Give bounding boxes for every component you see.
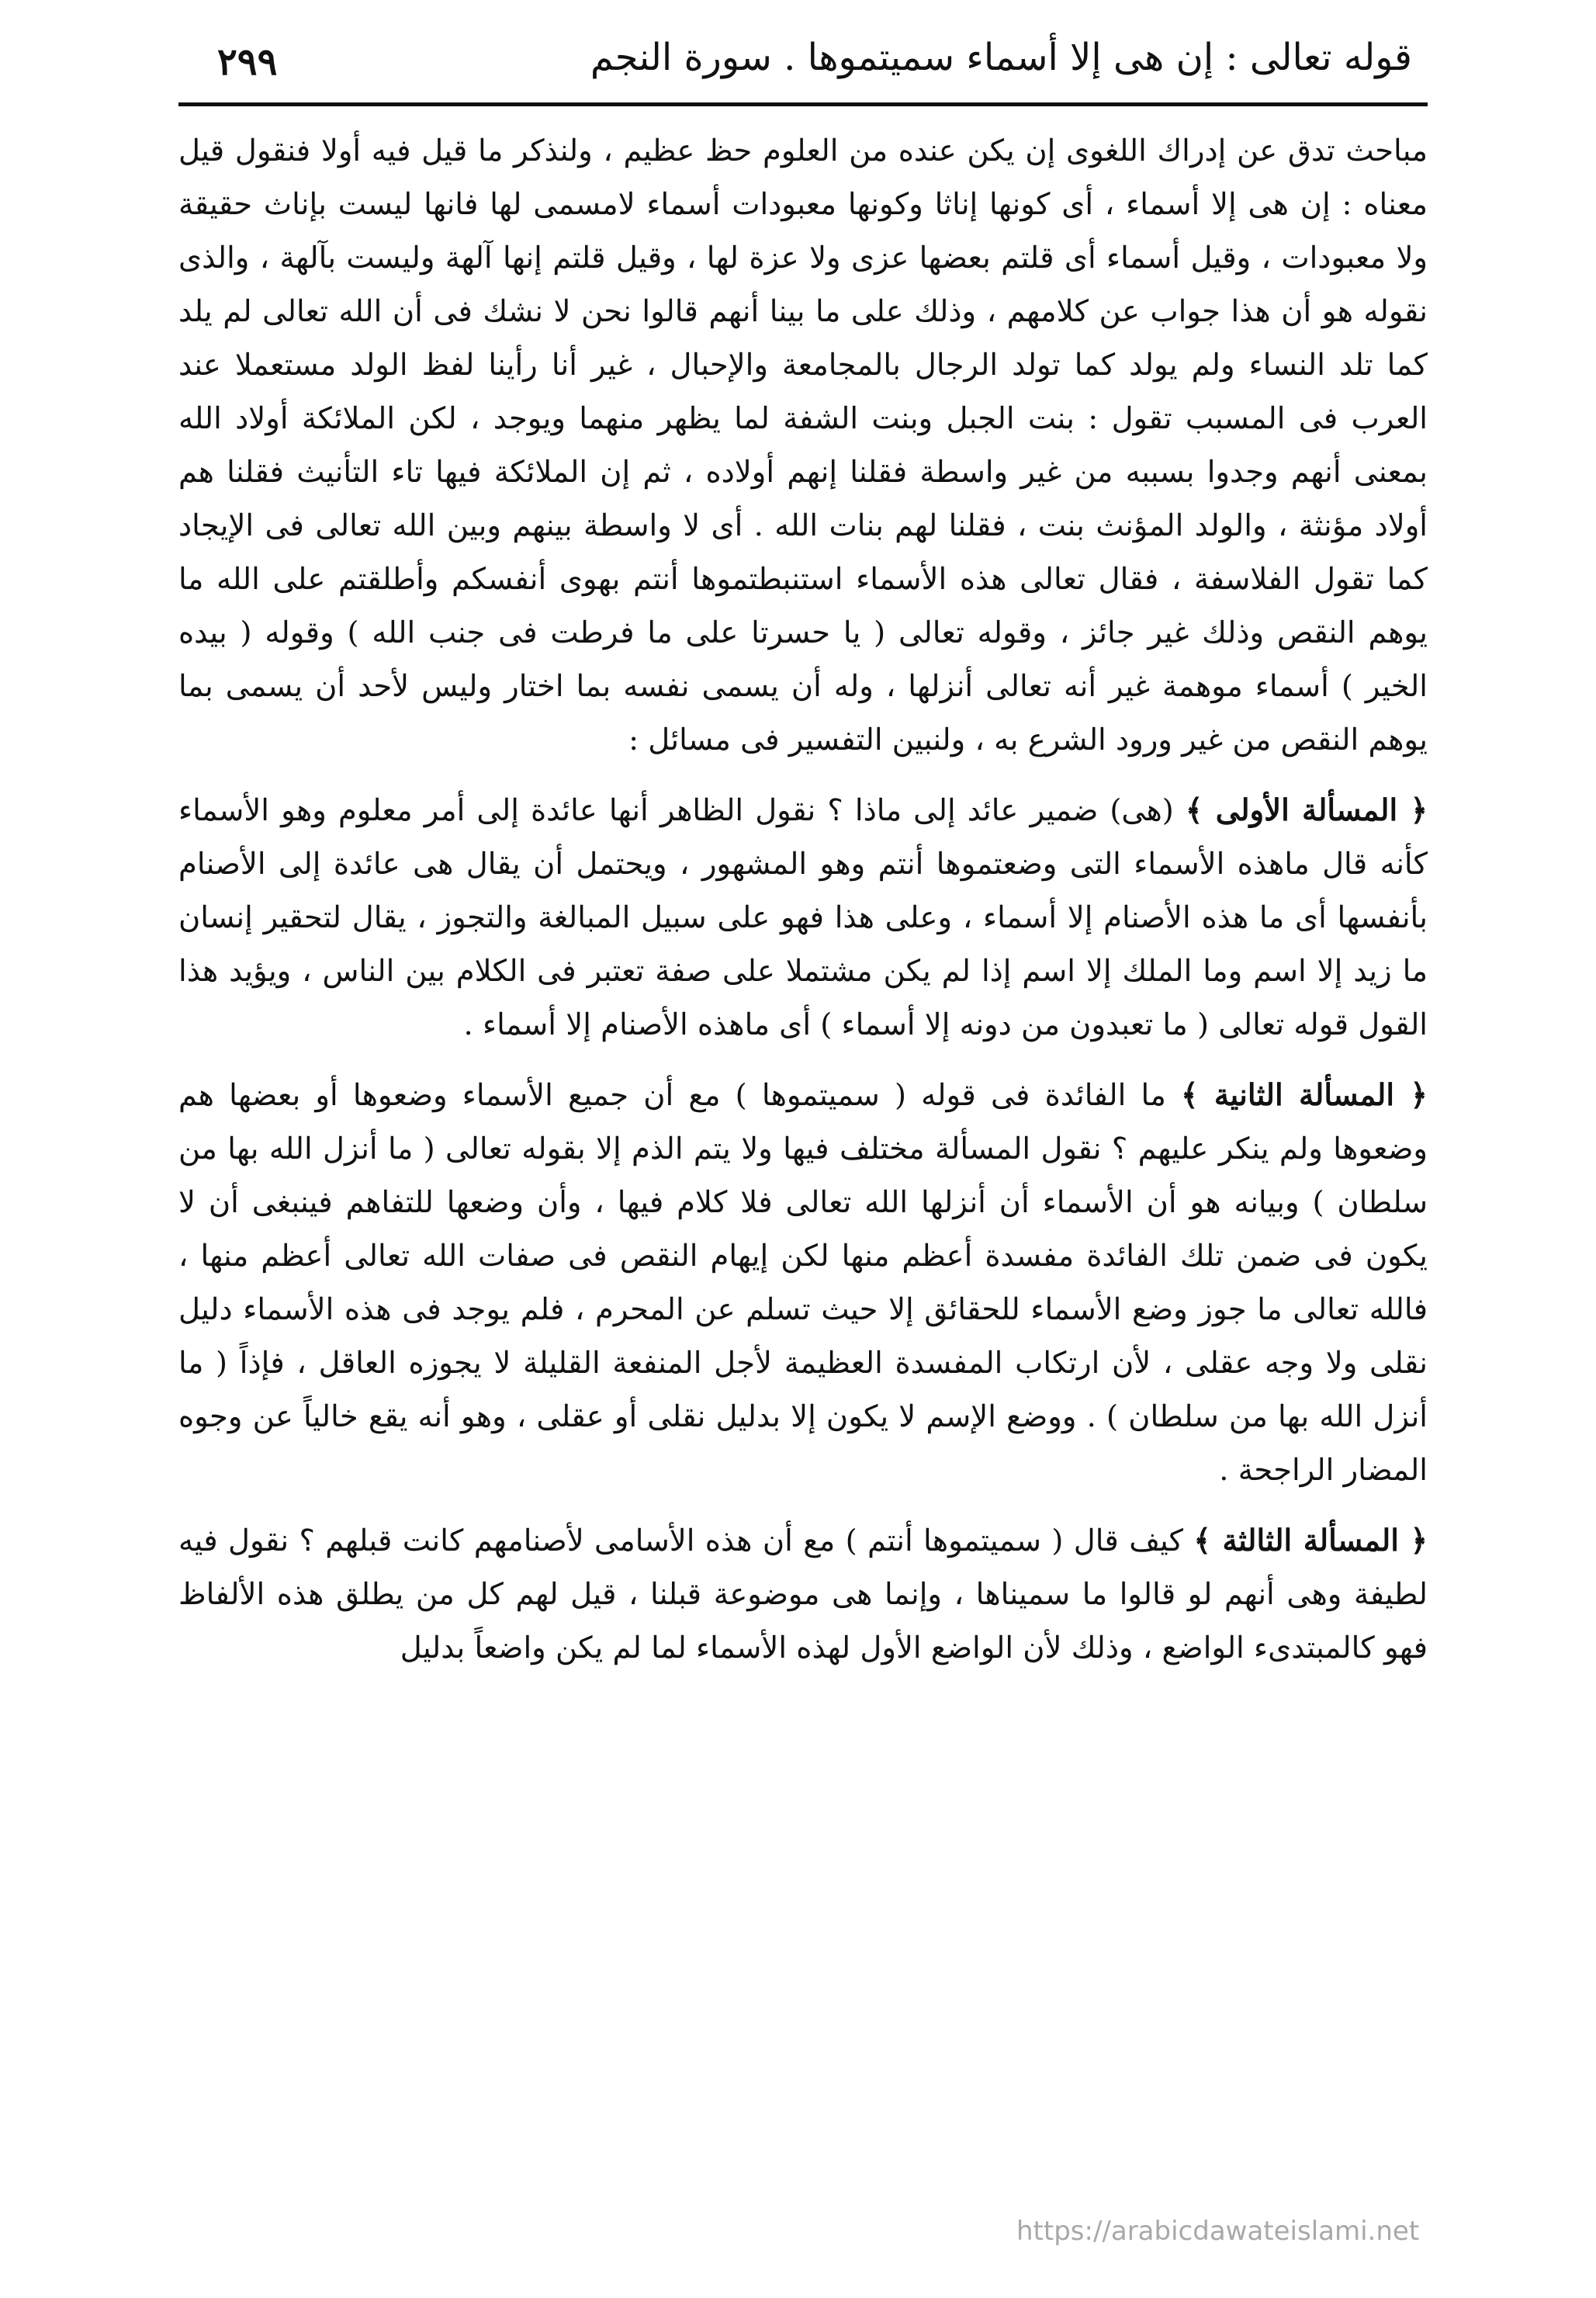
masala-heading: ﴿ المسألة الأولى ﴾ (1185, 793, 1428, 828)
paragraph-text: ما الفائدة فى قوله ( سميتموها ) مع أن جميع الأسماء وضعوها أو بعضها هم وضعوها ولم ينكر عليهم ؟ نقول المسألة مختلف فيها ولا يتم الذم إلا بقوله تعالى ( ما أنزل الله بها من سلطان ) وبيانه هو أن الأسماء أن أنزلها الله تعالى فلا كلام فيها ، وأن وضعها للتفاهم فينبغى أن لا يكون فى ضمن تلك الفائدة مفسدة أعظم منها لكن إيهام النقص فى صفات الله تعالى أعظم منها ، فالله تعالى ما جوز وضع الأسماء للحقائق إلا حيث تسلم عن المحرم ، فلم يوجد فى هذه الأسماء دليل نقلى ولا وجه عقلى ، لأن ارتكاب المفسدة العظيمة لأجل المنفعة القليلة لا يجوزه العاقل ، فإذاً ( ما أنزل الله بها من سلطان ) . ووضع الإسم لا يكون إلا بدليل نقلى أو عقلى ، وهو أنه يقع خالياً عن وجوه المضار الراجحة . (178, 1078, 1428, 1488)
page-header (178, 23, 1428, 101)
paragraph-masala-1 (178, 784, 1428, 1052)
paragraph-text: (هى) ضمير عائد إلى ماذا ؟ نقول الظاهر أنها عائدة إلى أمر معلوم وهو الأسماء كأنه قال ماهذه الأسماء التى وضعتموها أنتم وهو المشهور ، ويحتمل أن يقال هى عائدة إلى الأصنام بأنفسها أى ما هذه الأصنام إلا أسماء ، وعلى هذا فهو على سبيل المبالغة والتجوز ، يقال لتحقير إنسان ما زيد إلا اسم وما الملك إلا اسم إذا لم يكن مشتملا على صفة تعتبر فى الكلام بين الناس ، ويؤيد هذا القول قوله تعالى ( ما تعبدون من دونه إلا أسماء ) أى ماهذه الأصنام إلا أسماء . (178, 793, 1428, 1042)
paragraph-text: مباحث تدق عن إدراك اللغوى إن يكن عنده من العلوم حظ عظيم ، ولنذكر ما قيل فيه أولا فنقول قيل معناه : إن هى إلا أسماء ، أى كونها إناثا وكونها معبودات أسماء لامسمى لها فانها ليست بإناث حقيقة ولا معبودات ، وقيل أسماء أى قلتم بعضها عزى ولا عزة لها ، وقيل قلتم إنها آلهة وليست بآلهة ، والذى نقوله هو أن هذا جواب عن كلامهم ، وذلك على ما بينا أنهم قالوا نحن لا نشك فى أن الله تعالى لم يلد كما تلد النساء ولم يولد كما تولد الرجال بالمجامعة والإحبال ، غير أنا رأينا لفظ الولد مستعملا عند العرب فى المسبب تقول : بنت الجبل وبنت الشفة لما يظهر منهما ويوجد ، لكن الملائكة أولاد الله بمعنى أنهم وجدوا بسببه من غير واسطة فقلنا إنهم أولاده ، ثم إن الملائكة فيها تاء التأنيث فقلنا هم أولاد مؤنثة ، والولد المؤنث بنت ، فقلنا لهم بنات الله . أى لا واسطة بينهم وبين الله تعالى فى الإيجاد كما تقول الفلاسفة ، فقال تعالى هذه الأسماء استنبطتموها أنتم بهوى أنفسكم وأطلقتم على الله ما يوهم النقص وذلك غير جائز ، وقوله تعالى ( يا حسرتا على ما فرطت فى جنب الله ) وقوله ( بيده الخير ) أسماء موهمة غير أنه تعالى أنزلها ، وله أن يسمى نفسه بما اختار وليس لأحد أن يسمى بما يوهم النقص من غير ورود الشرع به ، ولنبين التفسير فى مسائل : (178, 133, 1428, 757)
header-divider (178, 102, 1428, 106)
masala-heading: ﴿ المسألة الثالثة ﴾ (1193, 1523, 1428, 1558)
paragraph-masala-2 (178, 1069, 1428, 1497)
running-title: قوله تعالى : إن هى إلا أسماء سميتموها . سورة النجم (590, 36, 1412, 79)
paragraph-text: كيف قال ( سميتموها أنتم ) مع أن هذه الأسامى لأصنامهم كانت قبلهم ؟ نقول فيه لطيفة وهى أنهم لو قالوا ما سميناها ، وإنما هى موضوعة قبلنا ، قيل لهم كل من يطلق هذه الألفاظ فهو كالمبتدىء الواضع ، وذلك لأن الواضع الأول لهذه الأسماء لما لم يكن واضعاً بدليل (178, 1523, 1428, 1665)
page-body (178, 124, 1428, 1675)
page-number: ٢٩٩ (217, 40, 278, 84)
watermark-url: https://arabicdawateislami.net (1016, 2216, 1420, 2247)
paragraph-intro (178, 124, 1428, 767)
paragraph-masala-3 (178, 1514, 1428, 1675)
masala-heading: ﴿ المسألة الثانية ﴾ (1181, 1078, 1428, 1113)
